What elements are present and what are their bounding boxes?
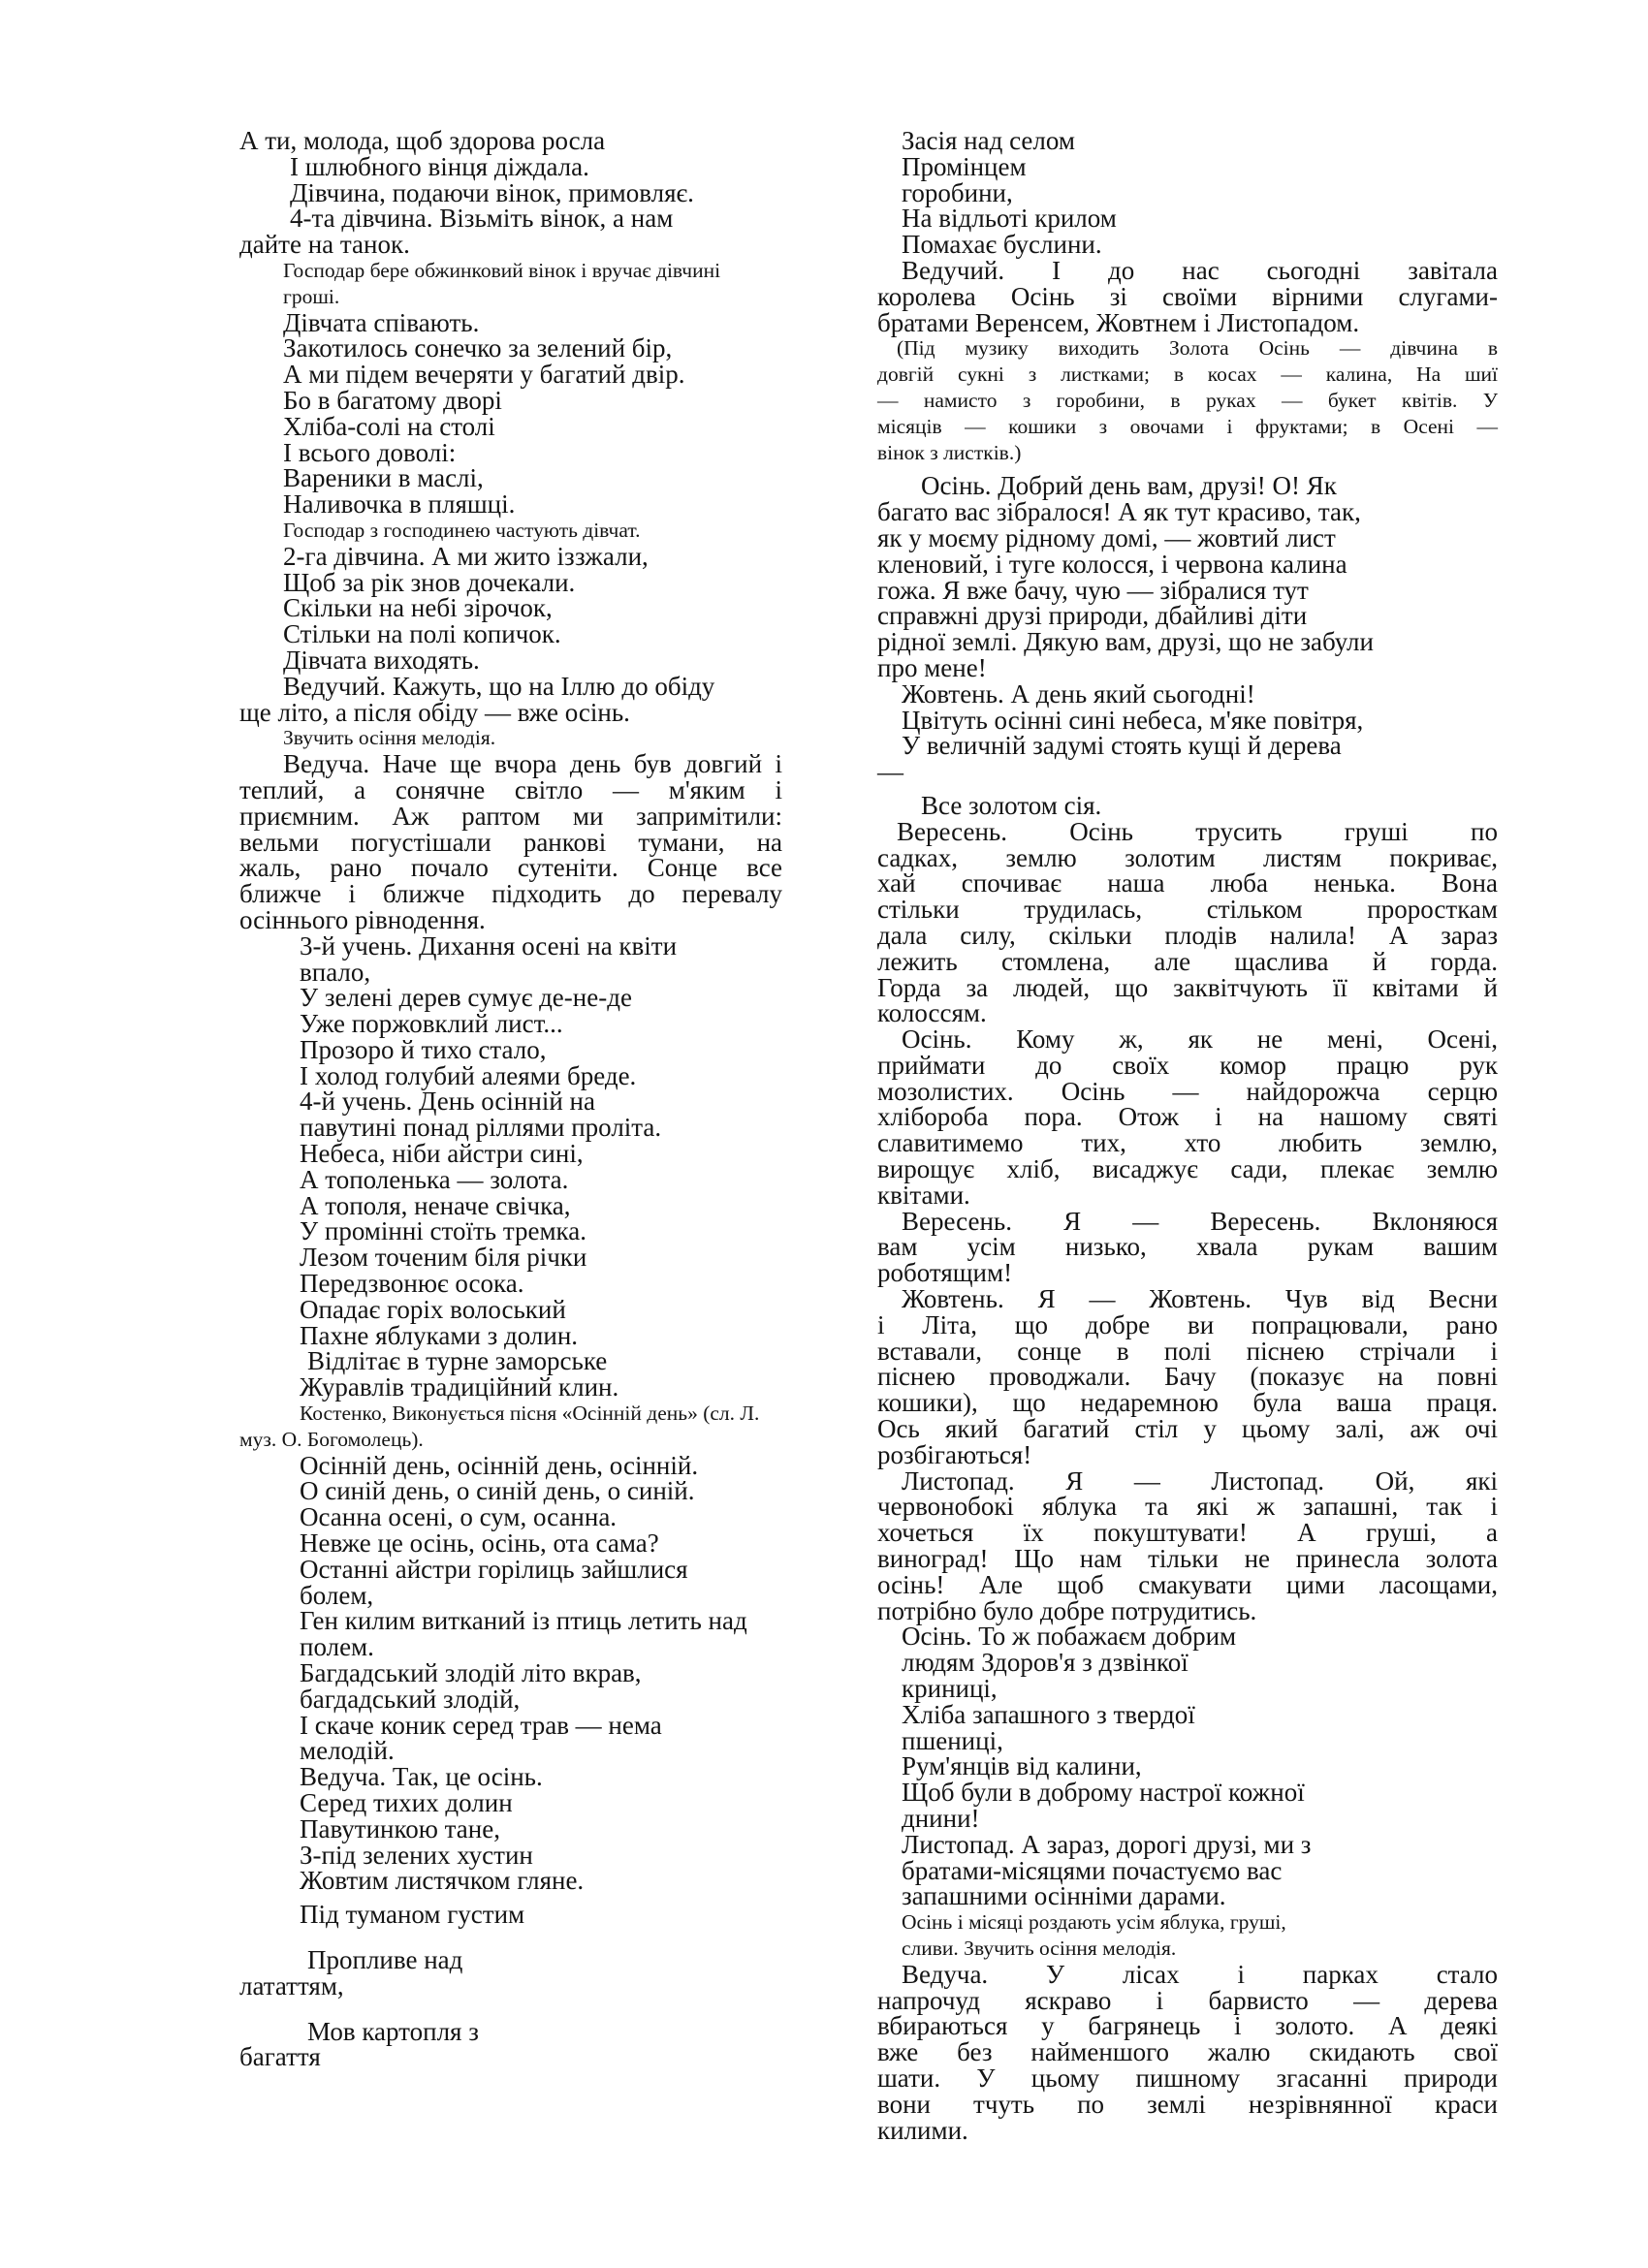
text-line: вже без найменшого жалю скидають свої xyxy=(877,2037,1498,2067)
text-line: Відлітає в турне заморське xyxy=(307,1346,608,1376)
text-line: А тополенька — золота. xyxy=(300,1164,569,1194)
text-line: 2-га дівчина. А ми жито іззжали, xyxy=(283,541,649,571)
text-line: Засія над селом xyxy=(902,126,1075,155)
text-line: мелодій. xyxy=(300,1736,395,1766)
text-line: потрібно було добре потрудитись. xyxy=(877,1595,1257,1625)
text-line: осінь! Але щоб смакувати цими ласощами, xyxy=(877,1569,1498,1599)
text-line: вельми погустішали ранкові тумани, на xyxy=(239,827,782,857)
text-line: довгій сукні з листками; в косах — калина, На шиї xyxy=(877,362,1498,387)
text-line: Костенко, Виконується пісня «Осінній день» (сл. Л. xyxy=(300,1402,760,1426)
text-line: багаття xyxy=(239,2042,321,2072)
text-line: — намисто з горобини, в руках — букет квітів. У xyxy=(877,388,1498,412)
text-line: Жовтень. Я — Жовтень. Чув від Весни xyxy=(902,1284,1498,1314)
text-line: напрочуд яскраво і барвисто — дерева xyxy=(877,1985,1498,2015)
text-line: На відльоті крилом xyxy=(902,204,1117,234)
text-line: Хліба-солі на столі xyxy=(283,411,495,441)
text-line: Ведуча. Наче ще вчора день був довгий і xyxy=(283,749,782,779)
text-line: А ми підем вечеряти у багатий двір. xyxy=(283,360,685,390)
text-line: І шлюбного вінця діждала. xyxy=(290,151,589,181)
text-line: днини! xyxy=(902,1804,980,1833)
text-line: Закотилось сонечко за зелений бір, xyxy=(283,333,673,363)
text-line: піснею проводжали. Бачу (показує на повні xyxy=(877,1362,1498,1392)
text-line: кошики), що недаремною була ваша праця. xyxy=(877,1388,1498,1418)
text-line: Господар з господинею частують дівчат. xyxy=(283,518,641,542)
text-line: Стільки на полі копичок. xyxy=(283,619,561,649)
text-line: королева Осінь зі своїми вірними слугами- xyxy=(877,281,1498,311)
text-line: болем, xyxy=(300,1580,374,1610)
text-line: Пропливе над xyxy=(307,1944,463,1974)
text-line: І всього доволі: xyxy=(283,437,457,467)
text-line: Лезом точеним біля річки xyxy=(300,1243,587,1273)
text-line: У зелені дерев сумує де-не-де xyxy=(300,983,632,1013)
text-line: Ведучий. І до нас сьогодні завітала xyxy=(902,255,1498,285)
text-line: Дівчата співають. xyxy=(283,307,480,337)
text-line: Горда за людей, що заквітчують її квітами й xyxy=(877,972,1498,1002)
text-line: Прозоро й тихо стало, xyxy=(300,1034,547,1064)
text-line: пшениці, xyxy=(902,1725,1003,1755)
text-line: муз. О. Богомолець). xyxy=(239,1427,424,1451)
text-line: Під туманом густим xyxy=(300,1900,525,1930)
text-line: Останні айстри горілиць зайшлися xyxy=(300,1554,688,1584)
text-line: братами-місяцями почастуємо вас xyxy=(902,1855,1283,1885)
text-line: Цвітуть осінні сині небеса, м'яке повітря, xyxy=(902,705,1364,735)
text-line: Осінь і місяці роздають усім яблука, груші, xyxy=(902,1910,1286,1935)
text-line: Павутинкою тане, xyxy=(300,1813,500,1843)
text-line: Щоб були в доброму настрої кожної xyxy=(902,1778,1305,1808)
text-line: ближче і ближче підходить до перевалу xyxy=(239,879,782,909)
text-line: І скаче коник серед трав — нема xyxy=(300,1710,662,1740)
text-line: сливи. Звучить осіння мелодія. xyxy=(902,1936,1177,1960)
text-line: хлібороба пора. Отож і на нашому святі xyxy=(877,1102,1498,1132)
text-line: Дівчина, подаючи вінок, примовляє. xyxy=(290,177,694,207)
left-column xyxy=(239,128,782,2070)
text-line: 3-й учень. Дихання осені на квіти xyxy=(300,930,678,961)
text-line: славитимемо тих, хто любить землю, xyxy=(877,1128,1498,1158)
text-line: Господар бере обжинковий вінок і вручає дівчині xyxy=(283,258,721,282)
text-line: Ведучий. Кажуть, що на Іллю до обіду xyxy=(283,671,715,701)
text-line: квітами. xyxy=(877,1180,970,1210)
text-line: ще літо, а після обіду — вже осінь. xyxy=(239,697,630,727)
text-line: полем. xyxy=(300,1632,374,1662)
text-line: місяців — кошики з овочами і фруктами; в Осені — xyxy=(877,414,1498,438)
text-line: Рум'янців від калини, xyxy=(902,1751,1142,1781)
text-line: мозолистих. Осінь — найдорожча серцю xyxy=(877,1076,1498,1106)
text-line: Ген килим витканий із птиць летить над xyxy=(300,1606,747,1636)
text-line: Ось який багатий стіл у цьому залі, аж очі xyxy=(877,1414,1498,1444)
text-line: Щоб за рік знов дочекали. xyxy=(283,567,576,597)
text-line: виноград! Що нам тільки не принесла золота xyxy=(877,1544,1498,1574)
text-line: гроші. xyxy=(283,284,340,308)
text-line: Вересень. Осінь трусить груші по xyxy=(897,816,1498,846)
text-line: Серед тихих долин xyxy=(300,1788,513,1817)
text-line: Небеса, ніби айстри сині, xyxy=(300,1139,584,1169)
text-line: О синій день, о синій день, о синій. xyxy=(300,1476,695,1506)
text-line: братами Веренсем, Жовтнем і Листопадом. xyxy=(877,307,1360,337)
text-line: Жовтень. А день який сьогодні! xyxy=(902,678,1255,709)
text-line: Хліба запашного з твердої xyxy=(902,1699,1195,1729)
text-line: вінок з листків.) xyxy=(877,440,1022,464)
text-line: Невже це осінь, осінь, ота сама? xyxy=(300,1528,659,1559)
text-line: Бо в багатому дворі xyxy=(283,385,502,415)
text-line: (Під музику виходить Золота Осінь — дівчина в xyxy=(897,336,1498,361)
text-line: 4-й учень. День осінній на xyxy=(300,1087,595,1117)
text-line: Звучить осіння мелодія. xyxy=(283,726,496,750)
text-line: Передзвонює осока. xyxy=(300,1269,524,1299)
text-line: людям Здоров'я з дзвінкої xyxy=(902,1648,1188,1678)
text-line: Наливочка в пляшці. xyxy=(283,489,516,520)
text-line: і Літа, що добре ви попрацювали, рано xyxy=(877,1309,1498,1339)
text-line: Ведуча. Так, це осінь. xyxy=(300,1762,543,1792)
text-line: шати. У цьому пишному згасанні природи xyxy=(877,2063,1498,2093)
text-line: — xyxy=(877,757,903,787)
text-line: 4-та дівчина. Візьміть вінок, а нам xyxy=(290,204,674,234)
right-column xyxy=(877,128,1498,2143)
text-line: хочеться їх покуштувати! А груші, а xyxy=(877,1518,1498,1548)
text-line: червонобокі яблука та які ж запашні, так і xyxy=(877,1492,1498,1522)
text-line: хай спочиває наша люба ненька. Вона xyxy=(877,868,1498,898)
text-line: Опадає горіх волоський xyxy=(300,1294,566,1324)
text-line: осіннього рівнодення. xyxy=(239,904,486,934)
text-line: Промінцем xyxy=(902,151,1027,181)
text-line: вставали, сонце в полі піснею стрічали і xyxy=(877,1336,1498,1366)
text-line: приймати до своїх комор працю рук xyxy=(877,1050,1498,1080)
text-line: лататтям, xyxy=(239,1970,344,2000)
text-line: Уже поржовклий лист... xyxy=(300,1009,563,1039)
text-line: Вареники в маслі, xyxy=(283,463,484,493)
text-line: вам усім низько, хвала рукам вашим xyxy=(877,1232,1498,1262)
text-line: про мене! xyxy=(877,652,987,682)
text-line: приємним. Аж раптом ми запримітили: xyxy=(239,801,782,831)
text-line: як у моєму рідному домі, — жовтий лист xyxy=(877,522,1336,552)
text-line: впало, xyxy=(300,957,371,987)
text-line: Мов картопля з xyxy=(307,2016,479,2046)
text-line: жаль, рано почало сутеніти. Сонце все xyxy=(239,853,782,883)
text-line: У величній задумі стоять кущі й дерева xyxy=(902,731,1342,761)
text-line: горобини, xyxy=(902,177,1013,207)
text-line: павутині понад ріллями проліта. xyxy=(300,1113,662,1143)
text-line: багато вас зібралося! А як тут красиво, так, xyxy=(877,497,1361,527)
text-line: Жовтим листячком гляне. xyxy=(300,1866,585,1896)
text-line: теплий, а сонячне світло — м'яким і xyxy=(239,774,782,804)
text-line: Осінній день, осінній день, осінній. xyxy=(300,1450,699,1480)
text-line: Осанна осені, о сум, осанна. xyxy=(300,1502,618,1532)
text-line: І холод голубий алеями бреде. xyxy=(300,1060,637,1090)
text-line: Осінь. Кому ж, як не мені, Осені, xyxy=(902,1024,1498,1055)
text-line: Вересень. Я — Вересень. Вклоняюся xyxy=(902,1206,1498,1236)
text-line: Пахне яблуками з долин. xyxy=(300,1320,579,1350)
text-line: дайте на танок. xyxy=(239,230,410,260)
text-line: колоссям. xyxy=(877,998,987,1028)
text-line: лежить стомлена, але щаслива й горда. xyxy=(877,946,1498,976)
text-line: У промінні стоїть тремка. xyxy=(300,1216,586,1246)
text-line: килими. xyxy=(877,2115,968,2145)
text-line: Листопад. Я — Листопад. Ой, які xyxy=(902,1465,1498,1496)
text-line: запашними осінніми дарами. xyxy=(902,1881,1226,1911)
text-line: рідної землі. Дякую вам, друзі, що не забули xyxy=(877,627,1374,657)
text-line: Помахає буслини. xyxy=(902,230,1102,260)
text-line: З-під зелених хустин xyxy=(300,1840,533,1870)
text-line: Ведуча. У лісах і парках стало xyxy=(902,1959,1498,1989)
text-line: вирощує хліб, висаджує сади, плекає землю xyxy=(877,1154,1498,1184)
text-line: Листопад. А зараз, дорогі друзі, ми з xyxy=(902,1829,1312,1859)
text-line: садках, землю золотим листям покриває, xyxy=(877,842,1498,872)
text-line: Дівчата виходять. xyxy=(283,645,480,675)
text-line: розбігаються! xyxy=(877,1439,1032,1469)
text-line: стільки трудилась, стільком проросткам xyxy=(877,895,1498,925)
text-line: Осінь. Добрий день вам, друзі! О! Як xyxy=(921,471,1337,501)
text-line: Все золотом сія. xyxy=(921,790,1102,820)
text-line: гожа. Я вже бачу, чую — зібралися тут xyxy=(877,575,1309,605)
text-line: вони тчуть по землі незрівнянної краси xyxy=(877,2089,1498,2119)
text-line: дала силу, скільки плодів налила! А зараз xyxy=(877,920,1498,950)
text-line: кленовий, і туге колосся, і червона калина xyxy=(877,549,1347,579)
text-line: А ти, молода, щоб здорова росла xyxy=(239,126,606,155)
text-line: вбираються у багрянець і золото. А деякі xyxy=(877,2011,1498,2041)
text-line: Скільки на небі зірочок, xyxy=(283,593,553,623)
text-line: Багдадський злодій літо вкрав, xyxy=(300,1658,642,1688)
text-line: Журавлів традиційний клин. xyxy=(300,1372,619,1402)
text-line: справжні друзі природи, дбайливі діти xyxy=(877,601,1308,631)
text-line: Осінь. То ж побажаєм добрим xyxy=(902,1622,1237,1652)
text-line: А тополя, неначе свічка, xyxy=(300,1190,571,1220)
text-line: багдадський злодій, xyxy=(300,1684,521,1714)
text-line: роботящим! xyxy=(877,1258,1013,1288)
text-line: криниці, xyxy=(902,1674,998,1704)
